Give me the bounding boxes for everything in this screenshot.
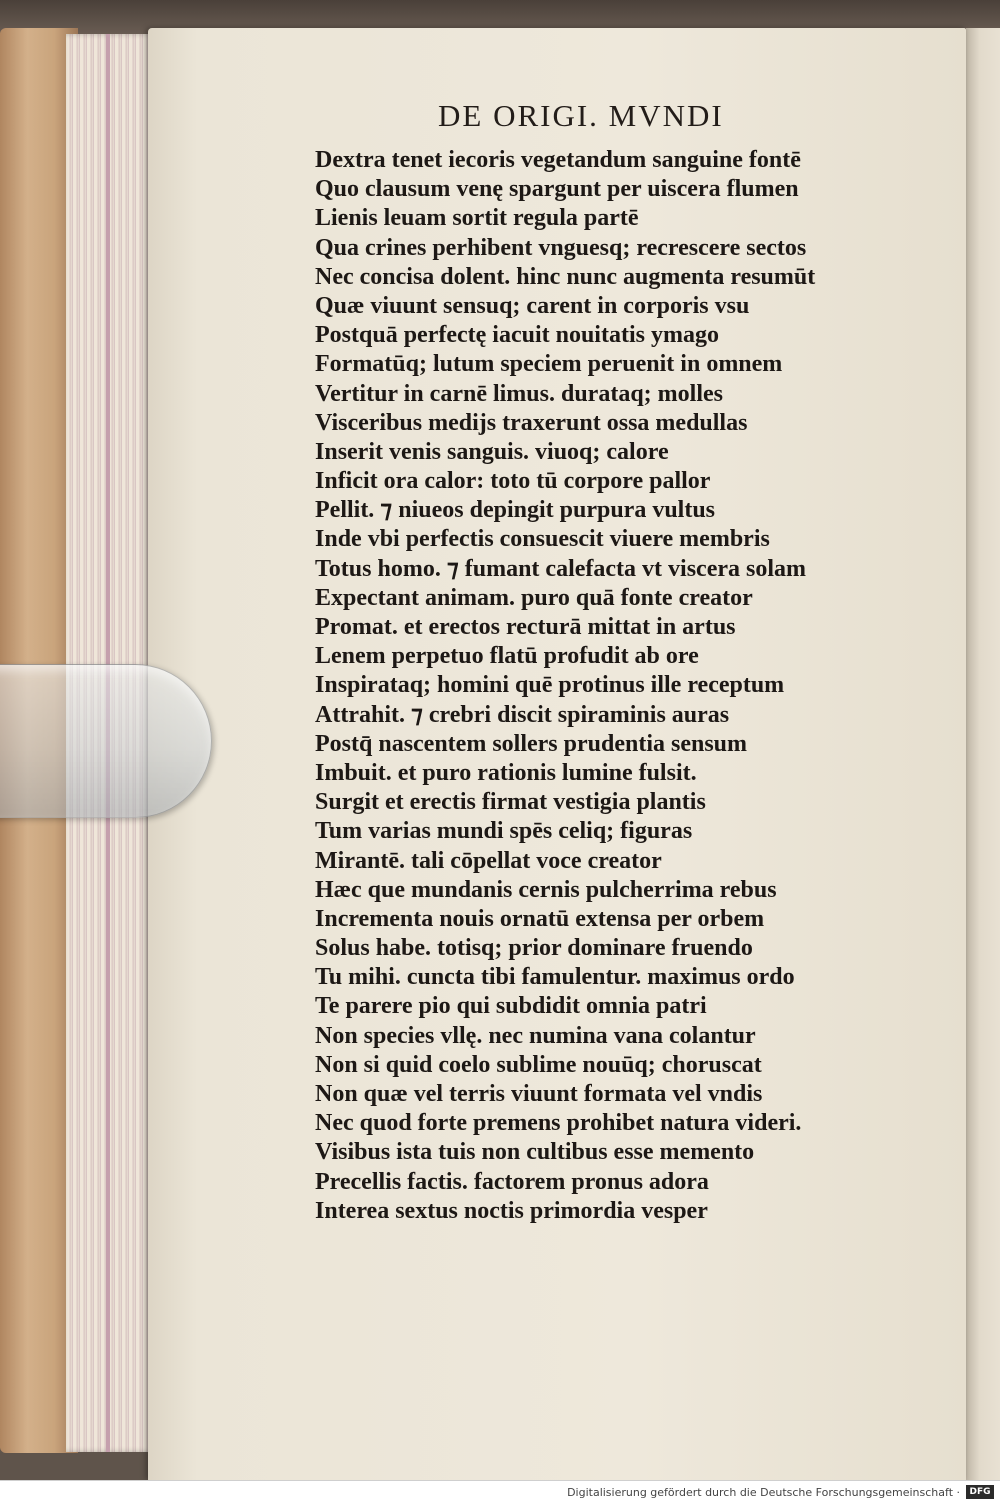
verse-line: Postq̄ nascentem sollers prudentia sensum (315, 730, 748, 757)
verse-line: Quæ viuunt sensuq; carent in corporis vsu (315, 292, 750, 319)
verse-line: Precellis factis. factorem pronus adora (315, 1168, 709, 1195)
verse-line: Surgit et erectis firmat vestigia plantis (315, 789, 706, 816)
verse-line: Visceribus medijs traxerunt ossa medullas (315, 409, 748, 436)
verse-line: Dextra tenet iecoris vegetandum sanguine fontē (315, 147, 801, 173)
facing-page-edge (966, 28, 1000, 1480)
verse-line: Totus homo. ⁊ fumant calefacta vt viscera solam (315, 555, 806, 582)
verse-line: Formatūq; lutum speciem peruenit in omnem (315, 351, 783, 378)
dfg-logo: DFG (966, 1485, 994, 1499)
verse-line: Te parere pio qui subdidit omnia patri (315, 993, 707, 1020)
verse-line: Solus habe. totisq; prior dominare fruendo (315, 935, 753, 962)
verse-line: Incrementa nouis ornatū extensa per orbem (315, 905, 765, 932)
verse-line: Nec quod forte premens prohibet natura videri. (315, 1110, 802, 1137)
verse-line: Non species vllę. nec numina vana colantur (315, 1022, 756, 1049)
digitization-footer (0, 1480, 1000, 1504)
verse-line: Lenem perpetuo flatū profudit ab ore (315, 643, 699, 670)
funding-credit: Digitalisierung gefördert durch die Deutsche Forschungsgemeinschaft · (567, 1486, 960, 1499)
verse-line: Inde vbi perfectis consuescit viuere membris (315, 526, 770, 553)
verse-line: Qua crines perhibent vnguesq; recrescere sectos (315, 234, 807, 261)
running-head: DE ORIGI. MVNDI (438, 98, 724, 133)
verse-line: Mirantē. tali cōpellat voce creator (315, 847, 662, 874)
verse-line: Lienis leuam sortit regula partē (315, 205, 639, 232)
verse-line: Interea sextus noctis primordia vesper (315, 1197, 708, 1224)
verse-line: Inspirataq; homini quē protinus ille receptum (315, 672, 785, 699)
verse-line: Vertitur in carnē limus. durataq; molles (315, 380, 723, 407)
verse-line: Postquā perfectę iacuit nouitatis ymago (315, 322, 719, 349)
verse-line: Tum varias mundi spēs celiq; figuras (315, 818, 693, 845)
glass-page-weight (0, 664, 212, 818)
verse-line: Non si quid coelo sublime nouūq; choruscat (315, 1051, 762, 1078)
verse-line: Non quæ vel terris viuunt formata vel vndis (315, 1081, 763, 1107)
verse-line: Inserit venis sanguis. viuoq; calore (315, 438, 669, 465)
verse-line: Tu mihi. cuncta tibi famulentur. maximus ordo (315, 964, 795, 991)
verse-line: Quo clausum venę spargunt per uiscera flumen (315, 176, 799, 203)
verse-line: Visibus ista tuis non cultibus esse memento (315, 1139, 755, 1166)
verse-line: Promat. et erectos recturā mittat in artus (315, 614, 736, 640)
verse-line: Nec concisa dolent. hinc nunc augmenta resumūt (315, 263, 816, 290)
verse-text (315, 146, 915, 1226)
verse-line: Attrahit. ⁊ crebri discit spiraminis auras (315, 701, 730, 728)
verse-line: Hæc que mundanis cernis pulcherrima rebus (315, 876, 777, 903)
verse-line: Pellit. ⁊ niueos depingit purpura vultus (315, 497, 716, 524)
verse-line: Expectant animam. puro quā fonte creator (315, 584, 753, 611)
verse-line: Inficit ora calor: toto tū corpore pallor (315, 468, 711, 495)
verse-line: Imbuit. et puro rationis lumine fulsit. (315, 759, 697, 786)
